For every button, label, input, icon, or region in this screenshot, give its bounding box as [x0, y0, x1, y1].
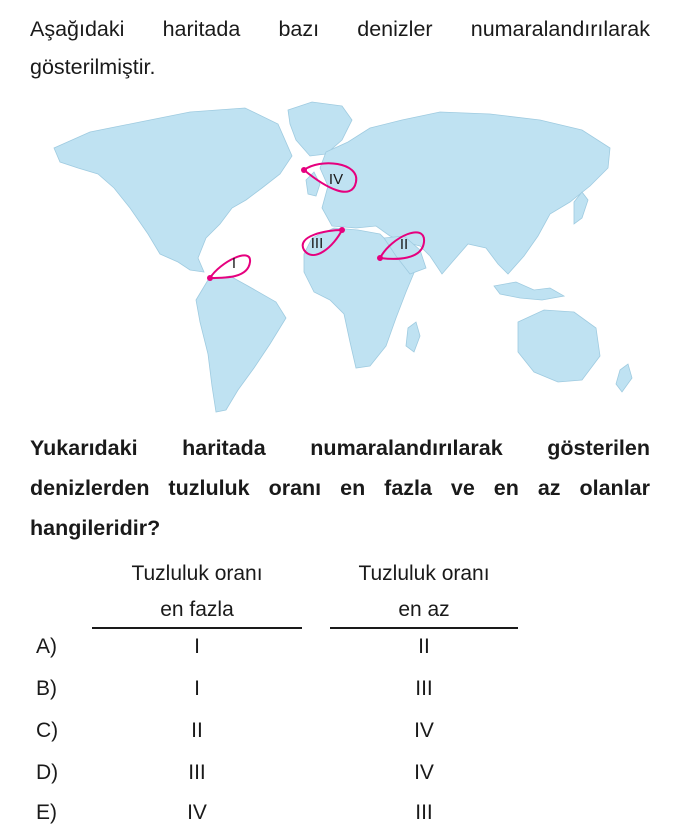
option-letter: C): [36, 719, 59, 742]
indonesia: [494, 282, 564, 300]
option-most-value: IV: [187, 801, 207, 824]
marker-I-label: I: [231, 255, 237, 272]
option-most-value: II: [191, 719, 203, 742]
question-text: Yukarıdaki haritada numaralandırılarak gösterilen denizlerden tuzluluk oranı en fazla ve en az olanlar hangileridir?: [30, 436, 650, 540]
madagascar: [406, 322, 420, 352]
marker-I-dot: [207, 275, 213, 281]
answer-option-a[interactable]: [0, 635, 680, 673]
british-isles: [306, 172, 320, 196]
intro-text: Aşağıdaki haritada bazı denizler numaralandırılarak gösterilmiştir.: [30, 17, 650, 79]
new-zealand: [616, 364, 632, 392]
marker-IV-label: IV: [328, 171, 344, 188]
column-header-least-line1: Tuzluluk oranı: [358, 562, 490, 585]
column-header-least-line2: en az: [398, 598, 450, 621]
option-most-value: III: [188, 761, 206, 784]
column-header-least: [330, 556, 518, 628]
marker-III-dot: [339, 227, 345, 233]
column-header-most: [92, 556, 302, 628]
marker-I-loop: [210, 255, 250, 278]
world-map: [30, 96, 650, 426]
column-rule-least: [330, 627, 518, 629]
answer-option-c[interactable]: [0, 719, 680, 757]
option-letter: E): [36, 801, 57, 824]
option-least-value: III: [415, 801, 433, 824]
option-letter: A): [36, 635, 57, 658]
option-least-value: II: [418, 635, 430, 658]
column-rule-most: [92, 627, 302, 629]
answer-option-b[interactable]: [0, 677, 680, 715]
option-least-value: IV: [414, 719, 434, 742]
australia: [518, 310, 600, 382]
north-america: [54, 108, 292, 272]
marker-II-dot: [377, 255, 383, 261]
option-least-value: IV: [414, 761, 434, 784]
option-most-value: I: [194, 677, 200, 700]
marker-IV-dot: [301, 167, 307, 173]
marker-III-label: III: [310, 235, 324, 252]
answer-option-d[interactable]: [0, 761, 680, 799]
option-letter: D): [36, 761, 59, 784]
option-most-value: I: [194, 635, 200, 658]
column-header-most-line2: en fazla: [160, 598, 234, 621]
column-header-most-line1: Tuzluluk oranı: [131, 562, 263, 585]
option-letter: B): [36, 677, 57, 700]
option-least-value: III: [415, 677, 433, 700]
answer-option-e[interactable]: [0, 801, 680, 839]
south-america: [196, 276, 286, 412]
marker-II-label: II: [399, 236, 409, 253]
